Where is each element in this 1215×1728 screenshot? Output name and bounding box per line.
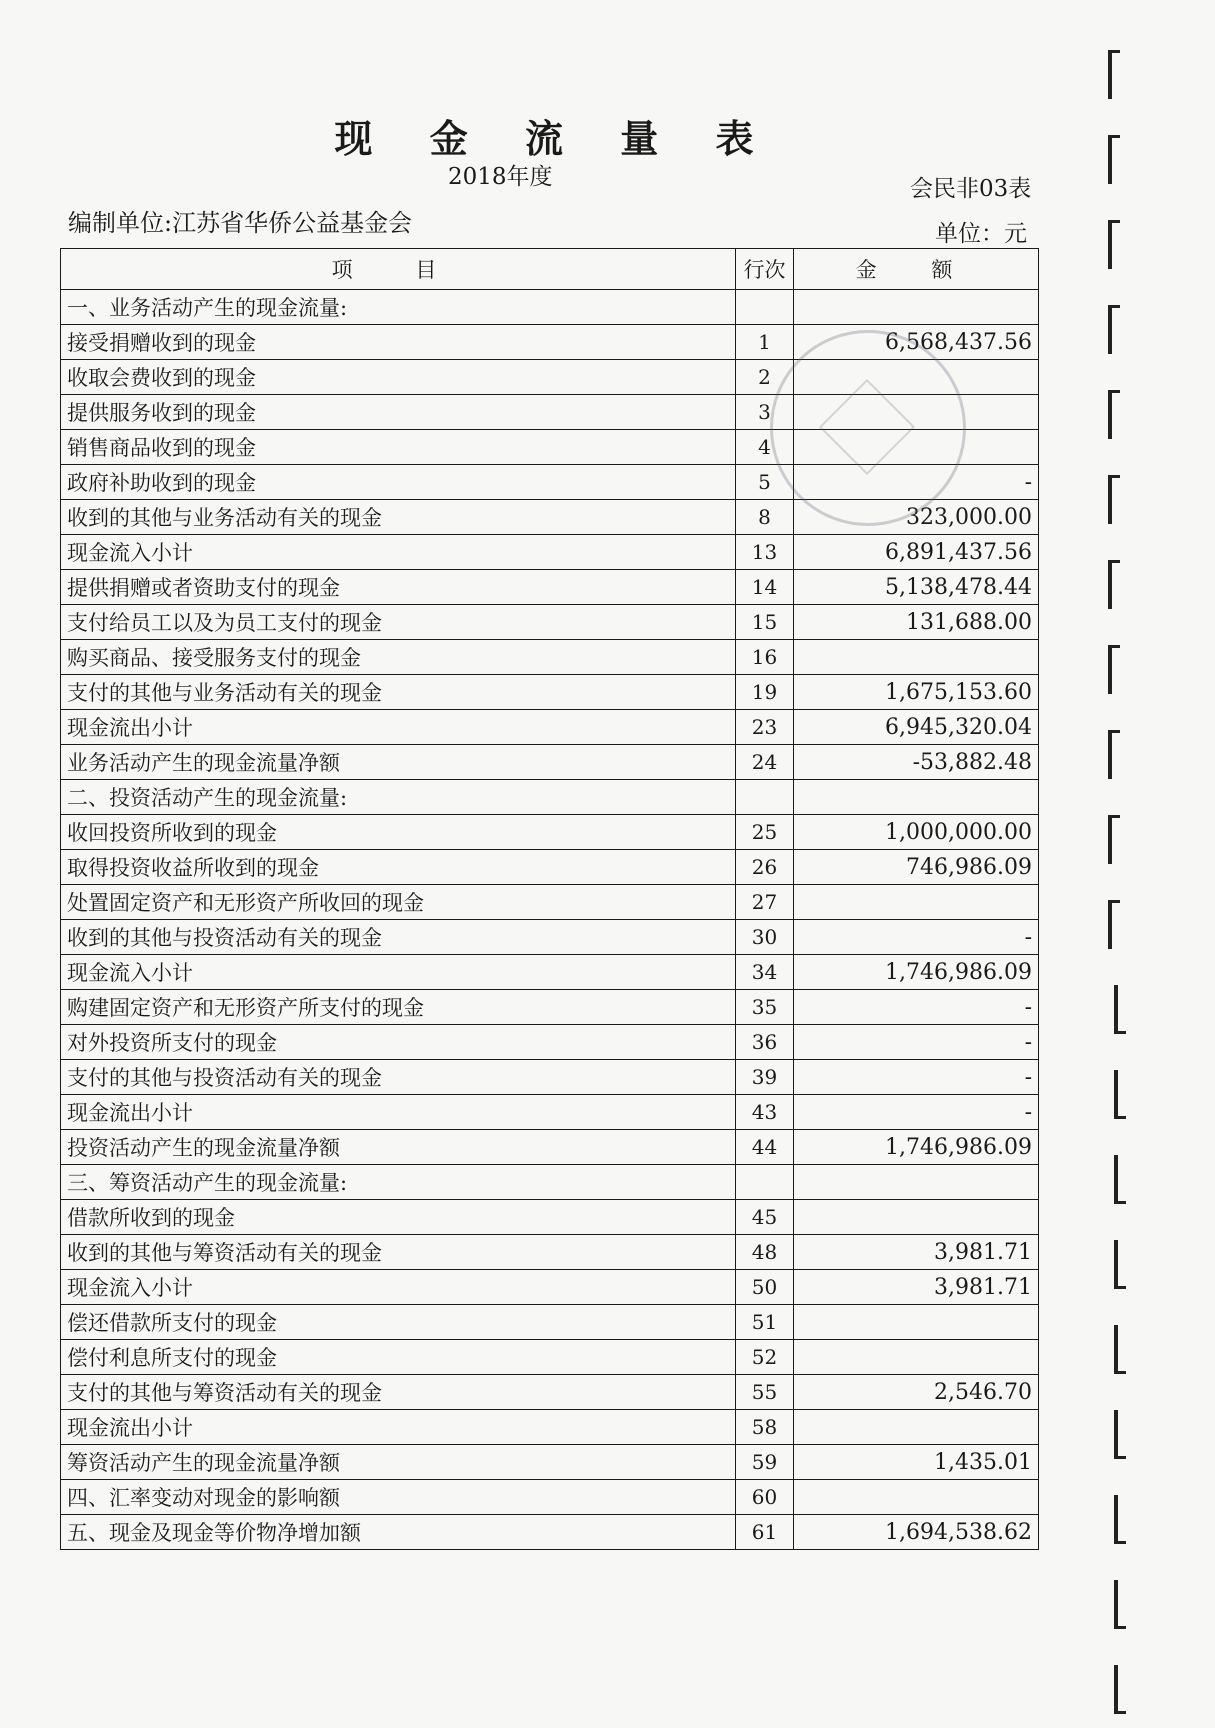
table-row [61, 1515, 1039, 1550]
row-label: 现金流出小计 [61, 1410, 736, 1445]
table-row [61, 1130, 1039, 1165]
row-amount: 1,435.01 [794, 1445, 1039, 1480]
table-row [61, 395, 1039, 430]
cash-flow-table [60, 248, 1039, 1550]
row-amount [794, 430, 1039, 465]
currency-unit: 单位：元 [935, 221, 1027, 247]
table-row [61, 1410, 1039, 1445]
page-title: 现 金 流 量 表 [334, 116, 776, 161]
binding-hole-mark [1114, 1580, 1126, 1629]
binding-hole-mark [1114, 985, 1126, 1034]
table-row [61, 1480, 1039, 1515]
row-label: 现金流出小计 [61, 710, 736, 745]
row-amount: 6,568,437.56 [794, 325, 1039, 360]
row-label: 支付的其他与筹资活动有关的现金 [61, 1375, 736, 1410]
table-row [61, 290, 1039, 325]
row-amount: - [794, 920, 1039, 955]
row-label: 收到的其他与筹资活动有关的现金 [61, 1235, 736, 1270]
row-line-number [736, 780, 794, 815]
row-line-number: 59 [736, 1445, 794, 1480]
table-row [61, 780, 1039, 815]
row-label: 收回投资所收到的现金 [61, 815, 736, 850]
row-label: 收到的其他与业务活动有关的现金 [61, 500, 736, 535]
row-line-number: 45 [736, 1200, 794, 1235]
row-label: 购买商品、接受服务支付的现金 [61, 640, 736, 675]
row-label: 销售商品收到的现金 [61, 430, 736, 465]
row-amount: 323,000.00 [794, 500, 1039, 535]
row-amount: - [794, 465, 1039, 500]
table-row [61, 850, 1039, 885]
row-label: 支付给员工以及为员工支付的现金 [61, 605, 736, 640]
binding-hole-mark [1114, 1410, 1126, 1459]
row-label: 提供捐赠或者资助支付的现金 [61, 570, 736, 605]
table-row [61, 990, 1039, 1025]
row-line-number [736, 290, 794, 325]
report-year: 2018年度 [448, 164, 553, 190]
table-row [61, 1095, 1039, 1130]
row-line-number: 51 [736, 1305, 794, 1340]
row-label: 政府补助收到的现金 [61, 465, 736, 500]
row-amount: - [794, 1025, 1039, 1060]
row-line-number: 24 [736, 745, 794, 780]
row-amount: 6,891,437.56 [794, 535, 1039, 570]
row-line-number: 14 [736, 570, 794, 605]
table-row [61, 1235, 1039, 1270]
binding-hole-mark [1108, 305, 1120, 354]
row-line-number: 1 [736, 325, 794, 360]
table-row [61, 815, 1039, 850]
table-row [61, 955, 1039, 990]
row-label: 现金流入小计 [61, 955, 736, 990]
table-row [61, 360, 1039, 395]
row-label: 支付的其他与业务活动有关的现金 [61, 675, 736, 710]
row-line-number: 43 [736, 1095, 794, 1130]
row-label: 对外投资所支付的现金 [61, 1025, 736, 1060]
table-row [61, 1375, 1039, 1410]
row-line-number: 2 [736, 360, 794, 395]
table-row [61, 465, 1039, 500]
row-line-number: 58 [736, 1410, 794, 1445]
row-line-number: 8 [736, 500, 794, 535]
row-line-number: 3 [736, 395, 794, 430]
row-amount: 5,138,478.44 [794, 570, 1039, 605]
row-line-number: 30 [736, 920, 794, 955]
row-amount [794, 640, 1039, 675]
row-label: 五、现金及现金等价物净增加额 [61, 1515, 736, 1550]
row-label: 现金流入小计 [61, 1270, 736, 1305]
row-label: 投资活动产生的现金流量净额 [61, 1130, 736, 1165]
row-line-number: 55 [736, 1375, 794, 1410]
table-row [61, 1445, 1039, 1480]
binding-hole-mark [1108, 220, 1120, 269]
row-amount [794, 1340, 1039, 1375]
row-label: 收到的其他与投资活动有关的现金 [61, 920, 736, 955]
table-row [61, 535, 1039, 570]
column-header-item: 项 目 [61, 249, 736, 290]
row-line-number: 19 [736, 675, 794, 710]
binding-hole-mark [1114, 1665, 1126, 1714]
table-row [61, 325, 1039, 360]
row-label: 现金流入小计 [61, 535, 736, 570]
table-header-row [61, 249, 1039, 290]
row-amount [794, 780, 1039, 815]
reporting-entity: 编制单位:江苏省华侨公益基金会 [68, 209, 413, 237]
row-label: 提供服务收到的现金 [61, 395, 736, 430]
row-amount [794, 395, 1039, 430]
binding-hole-mark [1108, 475, 1120, 524]
table-row [61, 430, 1039, 465]
row-label: 收取会费收到的现金 [61, 360, 736, 395]
table-row [61, 500, 1039, 535]
row-line-number: 60 [736, 1480, 794, 1515]
table-row [61, 1165, 1039, 1200]
table-row [61, 675, 1039, 710]
table-row [61, 1305, 1039, 1340]
row-line-number: 26 [736, 850, 794, 885]
row-line-number: 4 [736, 430, 794, 465]
row-label: 现金流出小计 [61, 1095, 736, 1130]
binding-hole-mark [1114, 1155, 1126, 1204]
binding-hole-mark [1108, 390, 1120, 439]
row-line-number: 13 [736, 535, 794, 570]
row-line-number: 5 [736, 465, 794, 500]
binding-hole-mark [1114, 1070, 1126, 1119]
row-amount [794, 1305, 1039, 1340]
table-row [61, 745, 1039, 780]
row-line-number: 34 [736, 955, 794, 990]
row-amount: 131,688.00 [794, 605, 1039, 640]
row-label: 业务活动产生的现金流量净额 [61, 745, 736, 780]
row-line-number: 52 [736, 1340, 794, 1375]
row-label: 接受捐赠收到的现金 [61, 325, 736, 360]
row-label: 取得投资收益所收到的现金 [61, 850, 736, 885]
table-row [61, 1200, 1039, 1235]
table-row [61, 570, 1039, 605]
binding-hole-mark [1108, 900, 1120, 949]
row-line-number: 27 [736, 885, 794, 920]
binding-hole-mark [1108, 560, 1120, 609]
row-amount: 1,694,538.62 [794, 1515, 1039, 1550]
row-amount [794, 1165, 1039, 1200]
table-row [61, 605, 1039, 640]
row-label: 购建固定资产和无形资产所支付的现金 [61, 990, 736, 1025]
row-amount: 1,746,986.09 [794, 955, 1039, 990]
binding-hole-mark [1108, 730, 1120, 779]
row-label: 四、汇率变动对现金的影响额 [61, 1480, 736, 1515]
row-amount [794, 290, 1039, 325]
row-line-number [736, 1165, 794, 1200]
row-label: 支付的其他与投资活动有关的现金 [61, 1060, 736, 1095]
row-amount [794, 1200, 1039, 1235]
row-line-number: 23 [736, 710, 794, 745]
binding-hole-mark [1108, 815, 1120, 864]
row-line-number: 25 [736, 815, 794, 850]
form-number: 会民非03表 [910, 176, 1032, 202]
row-amount [794, 885, 1039, 920]
table-row [61, 885, 1039, 920]
binding-marks [1100, 0, 1160, 1728]
table-row [61, 1340, 1039, 1375]
table-row [61, 1060, 1039, 1095]
row-line-number: 50 [736, 1270, 794, 1305]
binding-hole-mark [1108, 135, 1120, 184]
row-line-number: 61 [736, 1515, 794, 1550]
row-amount: 2,546.70 [794, 1375, 1039, 1410]
binding-hole-mark [1108, 645, 1120, 694]
row-line-number: 36 [736, 1025, 794, 1060]
row-amount: - [794, 1060, 1039, 1095]
table-row [61, 1270, 1039, 1305]
row-amount [794, 1410, 1039, 1445]
row-amount: - [794, 1095, 1039, 1130]
row-amount: 746,986.09 [794, 850, 1039, 885]
row-amount [794, 360, 1039, 395]
binding-hole-mark [1108, 50, 1120, 99]
row-amount: 1,746,986.09 [794, 1130, 1039, 1165]
column-header-amount: 金 额 [794, 249, 1039, 290]
row-label: 筹资活动产生的现金流量净额 [61, 1445, 736, 1480]
row-amount: -53,882.48 [794, 745, 1039, 780]
binding-hole-mark [1114, 1240, 1126, 1289]
row-label: 借款所收到的现金 [61, 1200, 736, 1235]
row-line-number: 44 [736, 1130, 794, 1165]
column-header-line: 行次 [736, 249, 794, 290]
row-amount [794, 1480, 1039, 1515]
row-label: 偿付利息所支付的现金 [61, 1340, 736, 1375]
table-row [61, 920, 1039, 955]
binding-hole-mark [1114, 1495, 1126, 1544]
row-label: 一、业务活动产生的现金流量: [61, 290, 736, 325]
row-amount: 6,945,320.04 [794, 710, 1039, 745]
table-row [61, 640, 1039, 675]
row-label: 二、投资活动产生的现金流量: [61, 780, 736, 815]
row-amount: 3,981.71 [794, 1270, 1039, 1305]
row-line-number: 35 [736, 990, 794, 1025]
row-line-number: 16 [736, 640, 794, 675]
binding-hole-mark [1114, 1325, 1126, 1374]
row-line-number: 39 [736, 1060, 794, 1095]
row-amount: - [794, 990, 1039, 1025]
row-line-number: 48 [736, 1235, 794, 1270]
row-label: 处置固定资产和无形资产所收回的现金 [61, 885, 736, 920]
table-row [61, 710, 1039, 745]
row-line-number: 15 [736, 605, 794, 640]
row-amount: 3,981.71 [794, 1235, 1039, 1270]
row-label: 三、筹资活动产生的现金流量: [61, 1165, 736, 1200]
row-label: 偿还借款所支付的现金 [61, 1305, 736, 1340]
row-amount: 1,000,000.00 [794, 815, 1039, 850]
row-amount: 1,675,153.60 [794, 675, 1039, 710]
table-row [61, 1025, 1039, 1060]
